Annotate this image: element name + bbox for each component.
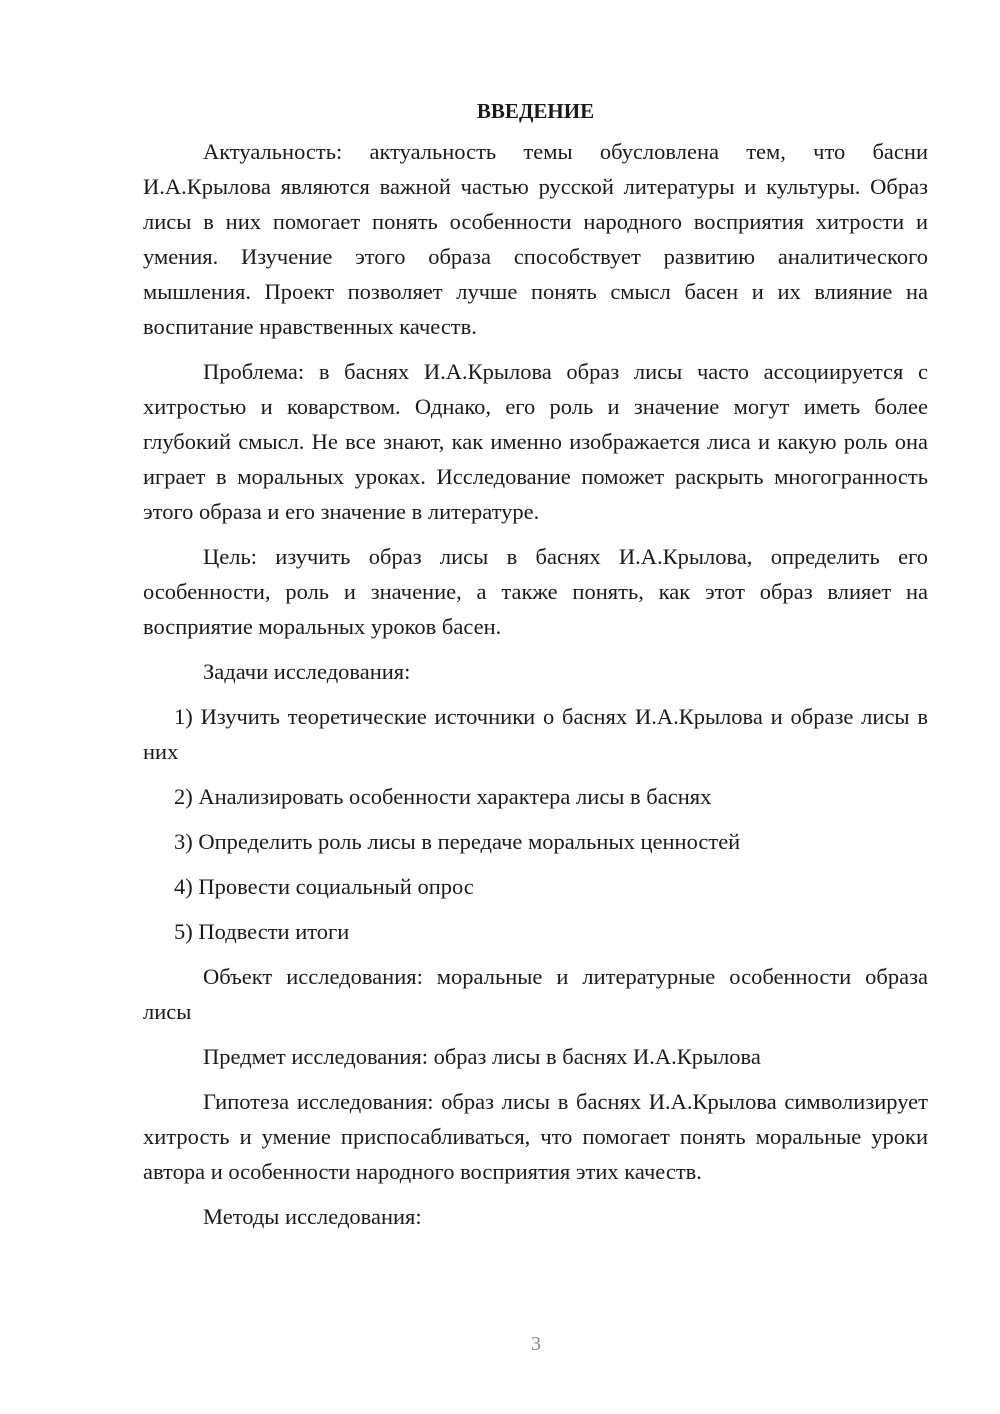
task-item-2: 2) Анализировать особенности характера лисы в баснях [174, 784, 712, 809]
section-title: ВВЕДЕНИЕ [476, 99, 595, 123]
page-number: 3 [531, 1333, 541, 1355]
tasks-list [143, 699, 928, 949]
relevance-paragraph: Актуальность: актуальность темы обусловлена тем, что басни И.А.Крылова являются важной частью русской литературы и культуры. Образ лисы в них помогает понять особенности народного восприятия хитрости и умения. Изучение этого образа способствует развитию аналитического мышления. Проект позволяет лучше понять смысл басен и их влияние на воспитание нравственных качеств. [143, 139, 928, 339]
object-paragraph: Объект исследования: моральные и литературные особенности образа лисы [143, 964, 928, 1024]
task-item-5: 5) Подвести итоги [174, 919, 350, 944]
subject-paragraph: Предмет исследования: образ лисы в баснях И.А.Крылова [203, 1044, 761, 1069]
hypothesis-paragraph: Гипотеза исследования: образ лисы в баснях И.А.Крылова символизирует хитрость и умение приспосабливаться, что помогает понять моральные уроки автора и особенности народного восприятия этих качеств. [143, 1089, 928, 1184]
page-content [143, 96, 928, 1244]
goal-paragraph: Цель: изучить образ лисы в баснях И.А.Крылова, определить его особенности, роль и значение, а также понять, как этот образ влияет на восприятие моральных уроков басен. [143, 544, 928, 639]
problem-paragraph: Проблема: в баснях И.А.Крылова образ лисы часто ассоциируется с хитростью и коварством. Однако, его роль и значение могут иметь более глубокий смысл. Не все знают, как именно изображается лиса и какую роль она играет в моральных уроках. Исследование поможет раскрыть многогранность этого образа и его значение в литературе. [143, 359, 928, 524]
task-item-3: 3) Определить роль лисы в передаче моральных ценностей [174, 829, 741, 854]
task-item-4: 4) Провести социальный опрос [174, 874, 474, 899]
tasks-heading: Задачи исследования: [203, 659, 411, 684]
task-item-1: 1) Изучить теоретические источники о баснях И.А.Крылова и образе лисы в них [143, 704, 928, 764]
methods-heading: Методы исследования: [203, 1204, 422, 1229]
